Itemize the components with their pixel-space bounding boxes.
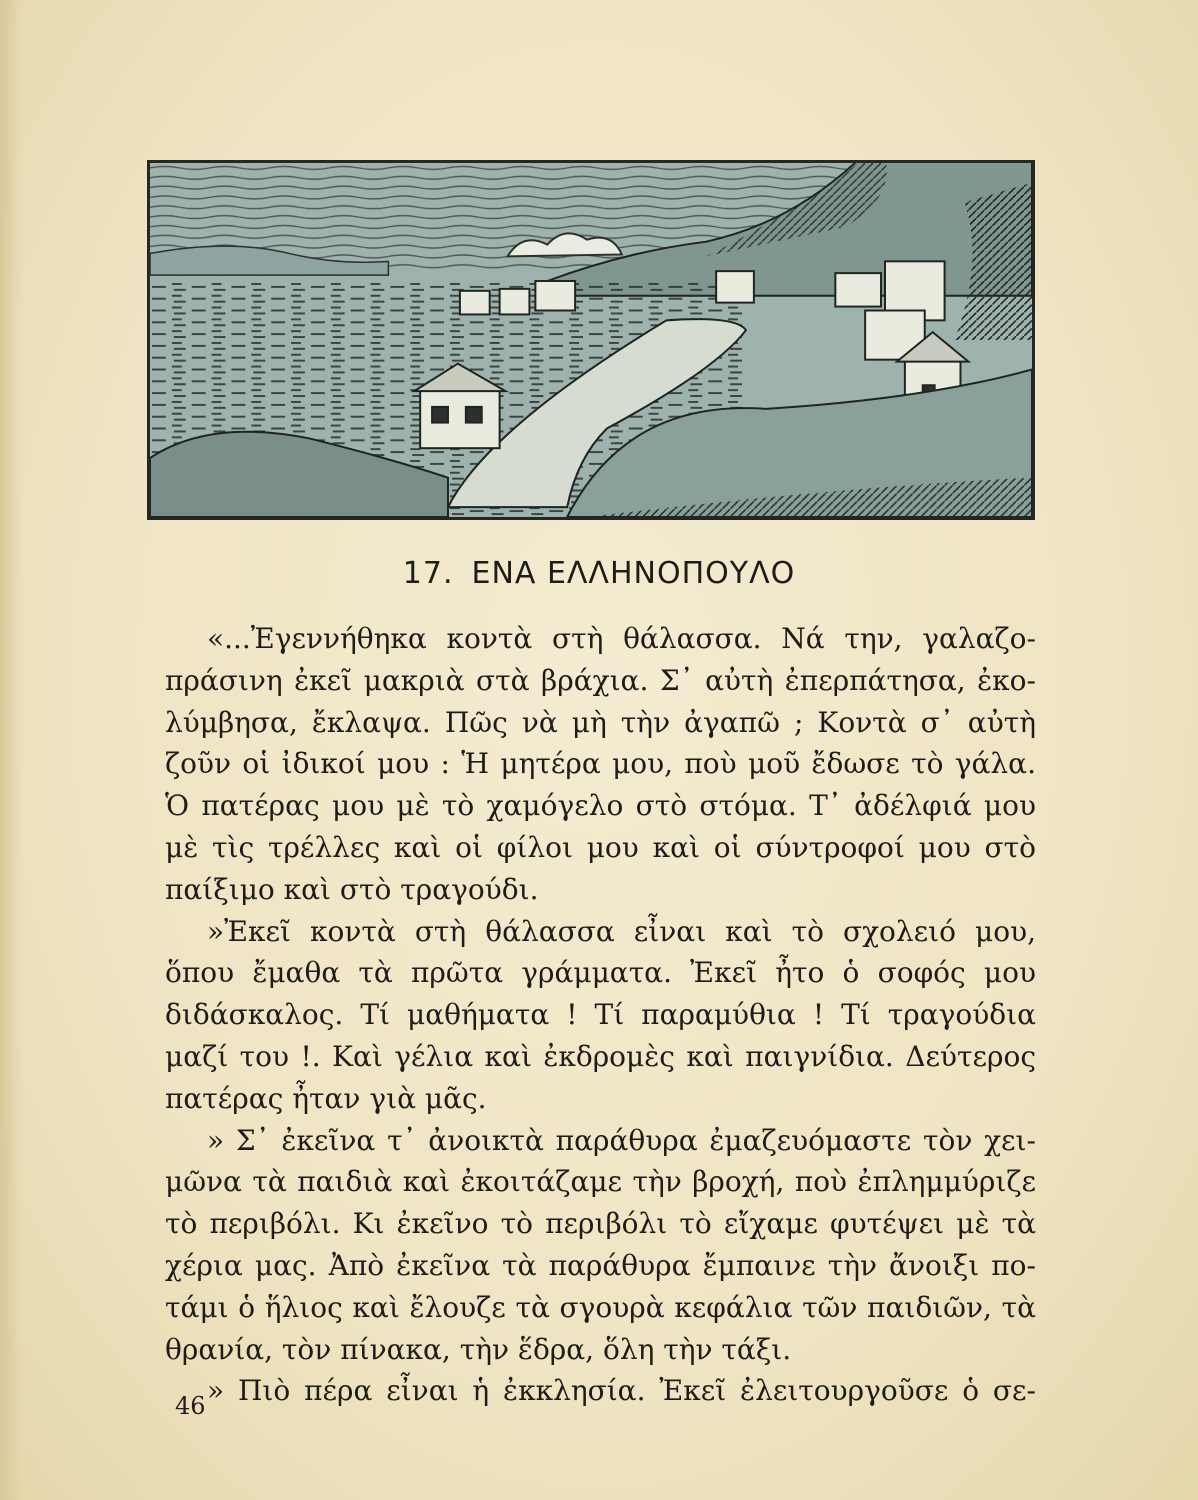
body-text [165,618,1036,1412]
text-line: ὅπου ἔμαθα τὰ πρῶτα γράμματα. Ἐκεῖ ἦτο ὁ σοφός μου [165,956,1036,990]
woodcut-seascape [150,163,1032,517]
text-line: θρανία, τὸν πίνακα, τὴν ἕδρα, ὅλη τὴν τάξι. [165,1332,792,1366]
text-line: » Σ᾿ ἐκεῖνα τ᾿ ἀνοικτὰ παράθυρα ἐμαζευόμαστε τὸν χει- [207,1123,1036,1157]
text-line: Ὁ πατέρας μου μὲ τὸ χαμόγελο στὸ στόμα. Τ᾿ ἀδέλφιά μου [165,789,1036,823]
page-binding-edge [0,0,22,1500]
chapter-heading [0,556,1198,591]
text-line: » Πιὸ πέρα εἶναι ἡ ἐκκλησία. Ἐκεῖ ἐλειτουργοῦσε ὁ σε- [207,1374,1036,1408]
text-line: πατέρας ἦταν γιὰ μᾶς. [165,1081,487,1115]
text-line: »Ἐκεῖ κοντὰ στὴ θάλασσα εἶναι καὶ τὸ σχολειό μου, [207,914,1036,948]
chapter-title: ΕΝΑ ΕΛΛΗΝΟΠΟΥΛΟ [471,556,796,591]
text-line: χέρια μας. Ἀπὸ ἐκεῖνα τὰ παράθυρα ἔμπαινε τὴν ἄνοιξι πο- [165,1248,1036,1282]
chapter-number: 17. [402,556,454,591]
page-number: 46 [175,1392,206,1420]
text-line: μῶνα τὰ παιδιὰ καὶ ἐκοιτάζαμε τὴν βροχή, ποὺ ἐπλημμύριζε [165,1165,1036,1199]
text-line: τάμι ὁ ἥλιος καὶ ἔλουζε τὰ σγουρὰ κεφάλια τῶν παιδιῶν, τὰ [165,1290,1036,1324]
text-line: πράσινη ἐκεῖ μακριὰ στὰ βράχια. Σ᾿ αὐτὴ ἐπερπάτησα, ἐκο- [165,663,1036,697]
text-line: μαζί του !. Καὶ γέλια καὶ ἐκδρομὲς καὶ παιγνίδια. Δεύτερος [165,1039,1036,1073]
text-line: λύμβησα, ἔκλαψα. Πῶς νὰ μὴ τὴν ἀγαπῶ ; Κοντὰ σ᾿ αὐτὴ [165,705,1036,739]
coastal-village-illustration [147,160,1035,520]
text-line: μὲ τὶς τρέλλες καὶ οἱ φίλοι μου καὶ οἱ σύντροφοί μου στὸ [165,830,1036,864]
text-line: τὸ περιβόλι. Κι ἐκεῖνο τὸ περιβόλι τὸ εἴχαμε φυτέψει μὲ τὰ [165,1207,1036,1241]
text-line: ζοῦν οἱ ἰδικοί μου : Ἡ μητέρα μου, ποὺ μοῦ ἔδωσε τὸ γάλα. [165,747,1036,781]
text-line: διδάσκαλος. Τί μαθήματα ! Τί παραμύθια ! Τί τραγούδια [165,998,1036,1032]
text-line: παίξιμο καὶ στὸ τραγούδι. [165,872,539,906]
text-line: «...Ἐγεννήθηκα κοντὰ στὴ θάλασσα. Νά την, γαλαζο- [207,622,1036,655]
